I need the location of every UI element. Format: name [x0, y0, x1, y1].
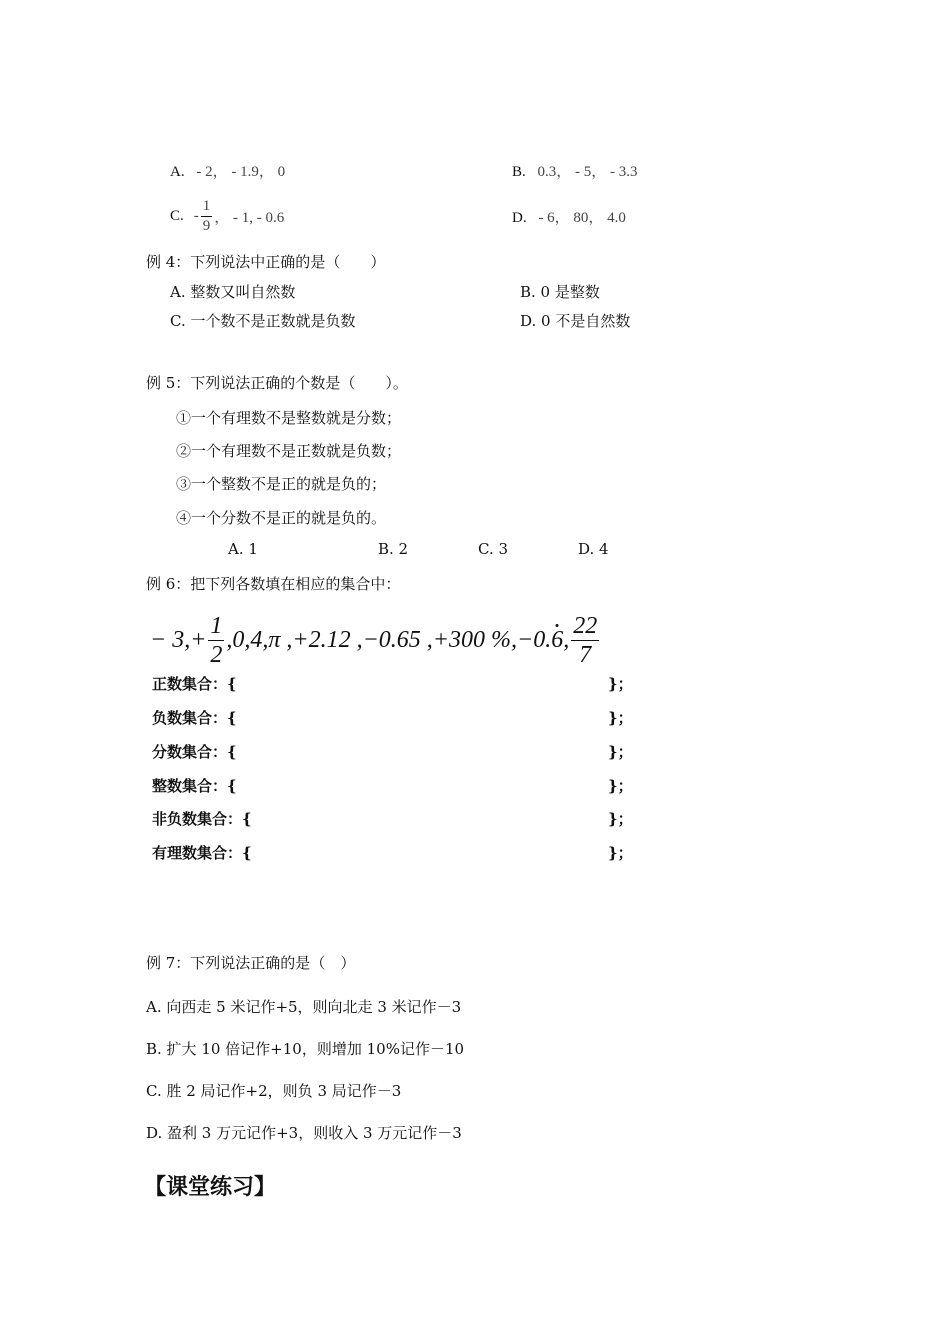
fraction-one-ninth: [201, 199, 213, 234]
fraction-bar: [201, 216, 213, 217]
option-text: - 6， 80， 4.0: [538, 210, 626, 226]
statement-3: ③一个整数不是正的就是负的；: [176, 475, 387, 493]
statement-2: ②一个有理数不是正数就是负数；: [176, 442, 402, 460]
rational-set-label: 有理数集合：{: [152, 844, 252, 862]
example-4-option-b: B. 0 是整数: [520, 283, 600, 301]
example-7-option-d: D. 盈利 3 万元记作+3，则收入 3 万元记作－3: [146, 1124, 462, 1142]
fraction-denominator: 7: [579, 641, 592, 668]
fraction-numerator: 1: [202, 197, 211, 214]
example-4-title: 例 4：下列说法中正确的是（ ）: [146, 253, 386, 271]
example-5-option-d: D. 4: [578, 540, 609, 558]
fraction-bar: [208, 640, 224, 641]
example-4-option-c: C. 一个数不是正数就是负数: [170, 312, 356, 330]
option-label: A.: [170, 164, 185, 180]
fraction-22-over-7: [571, 614, 599, 667]
fraction-set-label: 分数集合：{: [152, 743, 237, 761]
option-label: D.: [512, 210, 527, 226]
option-c: [170, 196, 284, 236]
nonnegative-set-label: 非负数集合：{: [152, 810, 252, 828]
fraction-denominator: 2: [210, 641, 223, 668]
section-heading: 【课堂练习】: [144, 1175, 277, 1200]
example-7-option-c: C. 胜 2 局记作+2，则负 3 局记作－3: [146, 1082, 402, 1100]
option-label: B.: [512, 164, 526, 180]
option-text: ， - 1, - 0.6: [214, 209, 285, 226]
fraction-bar: [571, 640, 599, 641]
option-b: [512, 160, 638, 181]
negative-set-close: }；: [608, 709, 633, 727]
example-7-option-b: B. 扩大 10 倍记作+10，则增加 10%记作－10: [146, 1040, 465, 1058]
example-5-title: 例 5：下列说法正确的个数是（ ）。: [146, 374, 408, 392]
option-a: [170, 160, 285, 181]
fraction-denominator: 9: [202, 217, 211, 234]
math-segment: ,0,4,π ,+2.12 ,−0.65 ,+300 %,−0.: [226, 626, 552, 653]
fraction-one-half: [208, 614, 224, 667]
positive-set-label: 正数集合：{: [152, 675, 237, 693]
example-7-option-a: A. 向西走 5 米记作+5，则向北走 3 米记作－3: [146, 998, 462, 1016]
integer-set-label: 整数集合：{: [152, 777, 237, 795]
integer-set-close: }；: [608, 777, 633, 795]
option-text: - 2， - 1.9， 0: [196, 164, 286, 180]
number-list-expression: [150, 612, 601, 668]
example-4-option-d: D. 0 不是自然数: [520, 312, 631, 330]
statement-4: ④一个分数不是正的就是负的。: [176, 509, 387, 527]
fraction-numerator: 1: [210, 612, 223, 639]
minus-sign: -: [193, 207, 199, 224]
math-segment: ,: [563, 626, 570, 653]
rational-set-close: }；: [608, 844, 633, 862]
negative-set-label: 负数集合：{: [152, 709, 237, 727]
repeating-digit: 6: [551, 626, 564, 653]
statement-1: ①一个有理数不是整数就是分数；: [176, 409, 402, 427]
example-7-title: 例 7：下列说法正确的是（ ）: [146, 954, 356, 972]
example-4-option-a: A. 整数又叫自然数: [170, 283, 296, 301]
option-d: [512, 206, 626, 227]
example-5-option-b: B. 2: [378, 540, 409, 558]
example-6-title: 例 6：把下列各数填在相应的集合中：: [146, 575, 401, 593]
example-5-option-c: C. 3: [478, 540, 509, 558]
math-segment: − 3,+: [150, 626, 207, 653]
option-text: 0.3， - 5， - 3.3: [537, 164, 638, 180]
fraction-set-close: }；: [608, 743, 633, 761]
example-5-option-a: A. 1: [228, 540, 258, 558]
positive-set-close: }；: [608, 675, 633, 693]
fraction-numerator: 22: [573, 612, 598, 639]
option-label: C.: [170, 207, 184, 224]
nonnegative-set-close: }；: [608, 810, 633, 828]
